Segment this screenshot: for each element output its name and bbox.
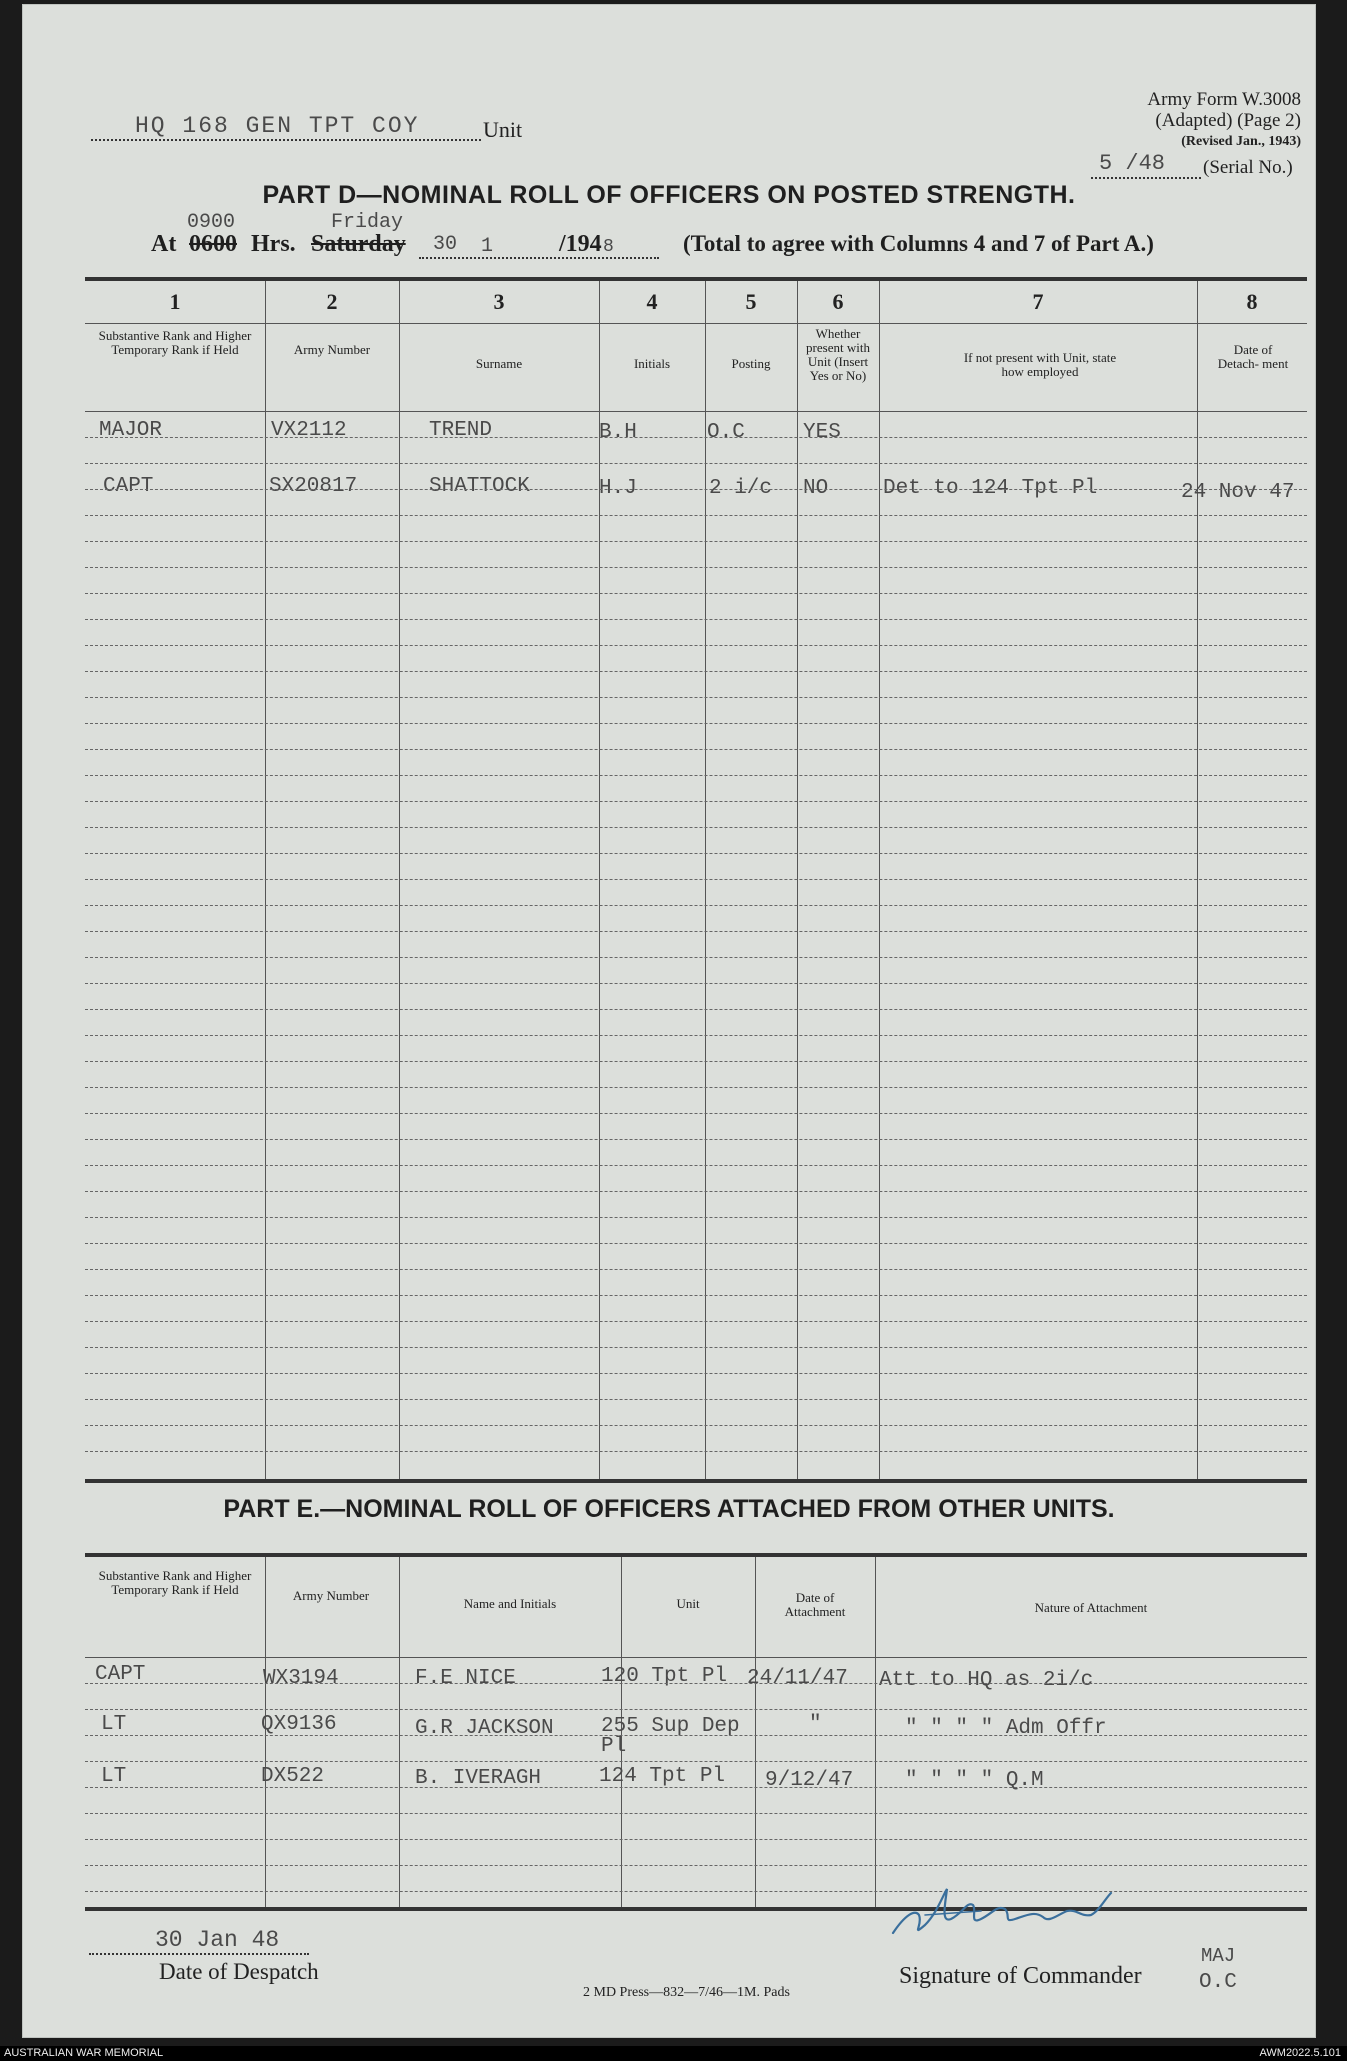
hrs-label: Hrs. <box>251 231 296 257</box>
ruled-line <box>85 645 1307 646</box>
form-name: Army Form W.3008 <box>1147 89 1301 110</box>
ruled-line <box>85 1087 1307 1088</box>
ruled-line <box>85 1165 1307 1166</box>
row-2-rank: CAPT <box>103 475 154 498</box>
serial-label: (Serial No.) <box>1203 157 1293 178</box>
column-number: 6 <box>832 289 844 314</box>
attached-row-2-date: " <box>809 1713 822 1736</box>
row-1-surname: TREND <box>429 419 493 442</box>
ruled-line <box>85 541 1307 542</box>
column-header-surname: Surname <box>475 356 523 371</box>
row-2-army-number: SX20817 <box>269 475 358 498</box>
row-2-posting: 2 i/c <box>709 477 773 500</box>
archive-label: AUSTRALIAN WAR MEMORIAL <box>4 2047 164 2059</box>
ruled-line <box>85 1373 1307 1374</box>
header-rule <box>85 411 1307 412</box>
row-1-army-number: VX2112 <box>271 419 347 442</box>
ruled-line <box>85 1191 1307 1192</box>
at-label: At <box>151 231 177 257</box>
column-divider <box>879 281 880 1479</box>
serial-value: 5 /48 <box>1099 151 1166 176</box>
column-number: 8 <box>1246 289 1258 314</box>
ruled-line <box>85 1347 1307 1348</box>
total-note: (Total to agree with Columns 4 and 7 of Part A.) <box>683 231 1154 256</box>
attached-row-3-nature: " " " " Q.M <box>905 1769 1044 1792</box>
column-header-rank: Substantive Rank and Higher Temporary Rank if Held <box>98 328 252 357</box>
archive-accession: AWM2022.5.101 <box>1259 2047 1341 2059</box>
ruled-line <box>85 567 1307 568</box>
ruled-line <box>85 1321 1307 1322</box>
column-divider <box>599 281 600 1479</box>
ruled-line <box>85 957 1307 958</box>
ruled-line <box>85 879 1307 880</box>
unit-value: HQ 168 GEN TPT COY <box>135 113 420 139</box>
commander-post: O.C <box>1199 1971 1237 1994</box>
ruled-line <box>85 1061 1307 1062</box>
attached-row-2-army-number: QX9136 <box>261 1713 337 1736</box>
attached-row-2-rank: LT <box>101 1713 127 1736</box>
attached-row-3-unit: 124 Tpt Pl <box>599 1765 726 1788</box>
attached-row-2-nature: " " " " Adm Offr <box>905 1717 1107 1740</box>
ruled-line <box>85 1113 1307 1114</box>
ruled-line <box>85 463 1307 464</box>
time-typed: 0900 <box>187 211 236 234</box>
column-header-nature: Nature of Attachment <box>1034 1600 1148 1615</box>
commander-rank: MAJ <box>1201 1945 1236 1967</box>
attached-row-2-name: G.R JACKSON <box>415 1717 554 1740</box>
ruled-line <box>85 983 1307 984</box>
ruled-line <box>85 515 1307 516</box>
part-e-title: PART E.—NOMINAL ROLL OF OFFICERS ATTACHED FROM OTHER UNITS. <box>223 1495 1115 1523</box>
ruled-line <box>85 593 1307 594</box>
column-divider <box>265 281 266 1479</box>
ruled-line <box>85 1813 1307 1814</box>
attached-row-2-unit: 255 Sup Dep Pl <box>601 1715 740 1758</box>
despatch-date: 30 Jan 48 <box>155 1927 280 1953</box>
ruled-line <box>85 931 1307 932</box>
date-month: 1 <box>481 235 494 258</box>
ruled-line <box>85 1683 1307 1684</box>
ruled-line <box>85 489 1307 490</box>
ruled-line <box>85 671 1307 672</box>
header-divider <box>85 323 1307 324</box>
ruled-line <box>85 437 1307 438</box>
attached-row-3-army-number: DX522 <box>261 1765 325 1788</box>
despatch-label: Date of Despatch <box>159 1959 319 1984</box>
attached-row-1-rank: CAPT <box>95 1663 146 1686</box>
ruled-line <box>85 1035 1307 1036</box>
row-1-rank: MAJOR <box>99 419 163 442</box>
column-number: 7 <box>1032 289 1044 314</box>
ruled-line <box>85 1761 1307 1762</box>
column-header-army-number: Army Number <box>292 1588 370 1603</box>
attached-row-1-name: F.E NICE <box>415 1667 516 1690</box>
attached-row-3-name: B. IVERAGH <box>415 1767 542 1790</box>
ruled-line <box>85 1139 1307 1140</box>
form-identifier <box>1147 89 1301 152</box>
column-header-unit: Unit <box>676 1596 700 1611</box>
column-header-initials: Initials <box>633 356 671 371</box>
attached-row-1-army-number: WX3194 <box>263 1667 339 1690</box>
archive-strip <box>0 2046 1347 2061</box>
column-header-present: Whether present with Unit (Insert Yes or No) <box>806 326 870 383</box>
row-2-detachment-date: 24 Nov 47 <box>1181 481 1295 504</box>
column-number: 4 <box>646 289 658 314</box>
column-header-employment: If not present with Unit, state how employed <box>963 350 1117 379</box>
form-revised: (Revised Jan., 1943) <box>1181 134 1301 149</box>
ruled-line <box>85 1451 1307 1452</box>
ruled-line <box>85 1839 1307 1840</box>
ruled-line <box>85 853 1307 854</box>
header-rule <box>85 1657 1307 1658</box>
column-divider <box>705 281 706 1479</box>
column-header-rank: Substantive Rank and Higher Temporary Rank if Held <box>98 1568 252 1597</box>
column-number: 3 <box>493 289 505 314</box>
attached-row-1-nature: Att to HQ as 2i/c <box>879 1669 1094 1692</box>
ruled-line <box>85 1399 1307 1400</box>
ruled-line <box>85 723 1307 724</box>
signature-label: Signature of Commander <box>899 1963 1142 1989</box>
column-divider <box>797 281 798 1479</box>
ruled-line <box>85 1865 1307 1866</box>
despatch-field-line <box>89 1951 309 1955</box>
column-header-posting: Posting <box>731 356 771 371</box>
press-note: 2 MD Press—832—7/46—1M. Pads <box>583 1985 790 2000</box>
form-adapted: (Adapted) (Page 2) <box>1155 110 1301 131</box>
commander-signature <box>885 1875 1135 1945</box>
time-printed: 0600 <box>189 231 237 257</box>
column-number: 1 <box>169 289 181 314</box>
ruled-line <box>85 801 1307 802</box>
date-year: /194 <box>559 231 602 257</box>
row-2-surname: SHATTOCK <box>429 475 530 498</box>
ruled-line <box>85 619 1307 620</box>
ruled-line <box>85 697 1307 698</box>
column-number: 5 <box>745 289 757 314</box>
ruled-line <box>85 1709 1307 1710</box>
row-1-initials: B.H <box>599 421 637 444</box>
column-header-army-number: Army Number <box>293 342 371 357</box>
attached-row-1-date: 24/11/47 <box>747 1667 848 1690</box>
row-1-present: YES <box>803 421 841 444</box>
row-2-employment: Det to 124 Tpt Pl <box>883 477 1098 500</box>
ruled-line <box>85 1269 1307 1270</box>
ruled-line <box>85 775 1307 776</box>
part-d-table <box>85 277 1307 1483</box>
ruled-line <box>85 749 1307 750</box>
ruled-line <box>85 1243 1307 1244</box>
row-2-present: NO <box>803 477 829 500</box>
unit-label: Unit <box>483 117 523 142</box>
ruled-line <box>85 1787 1307 1788</box>
column-header-attachment-date: Date of Attachment <box>784 1590 846 1619</box>
form-sheet <box>22 4 1316 2038</box>
row-1-posting: O.C <box>707 421 745 444</box>
day-typed: Friday <box>331 211 404 234</box>
ruled-line <box>85 1009 1307 1010</box>
ruled-line <box>85 827 1307 828</box>
ruled-line <box>85 905 1307 906</box>
date-year-typed: 8 <box>603 237 614 257</box>
part-e-table <box>85 1553 1307 1911</box>
column-divider <box>1197 281 1198 1479</box>
column-divider <box>399 281 400 1479</box>
ruled-line <box>85 1425 1307 1426</box>
ruled-line <box>85 1735 1307 1736</box>
part-d-title: PART D—NOMINAL ROLL OF OFFICERS ON POSTED STRENGTH. <box>262 181 1076 209</box>
day-printed: Saturday <box>311 231 406 257</box>
attached-row-3-date: 9/12/47 <box>765 1769 854 1792</box>
column-header-detachment-date: Date of Detach- ment <box>1217 342 1289 371</box>
attached-row-3-rank: LT <box>101 1765 127 1788</box>
row-2-initials: H.J <box>599 477 637 500</box>
column-number: 2 <box>326 289 338 314</box>
ruled-line <box>85 1295 1307 1296</box>
ruled-line <box>85 1217 1307 1218</box>
date-day: 30 <box>433 233 458 256</box>
attached-row-1-unit: 120 Tpt Pl <box>601 1665 728 1688</box>
column-header-name: Name and Initials <box>463 1596 557 1611</box>
